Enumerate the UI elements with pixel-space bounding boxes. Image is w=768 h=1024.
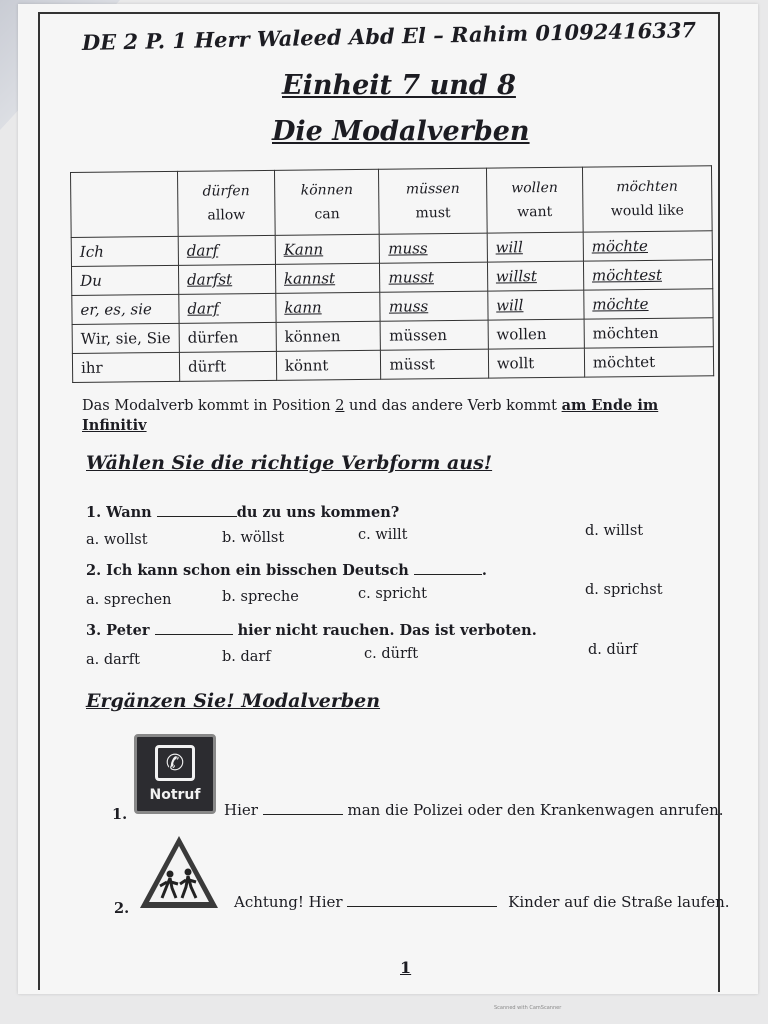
column-header: wollen want [486,167,583,233]
option-a[interactable]: a. sprechen [86,592,172,608]
verb-form-cell: kann [276,292,381,322]
column-header: dürfen allow [177,170,275,236]
handwritten-header: DE 2 P. 1 Herr Waleed Abd El – Rahim 01092416337 [81,17,697,55]
emergency-call-sign [134,734,216,814]
option-b[interactable]: b. wöllst [222,530,285,546]
item-number: 2. [114,900,130,917]
phone-icon: ✆ [155,745,195,781]
pronoun-cell: Wir, sie, Sie [72,323,179,353]
verb-form-cell: möchte [583,231,712,261]
question-3: 3. Peter hier nicht rauchen. Das ist verboten. [86,622,537,639]
column-header: können can [274,169,379,235]
pronoun-cell: ihr [72,352,179,382]
option-c[interactable]: c. willt [358,527,408,543]
question-2: 2. Ich kann schon ein bisschen Deutsch . [86,562,487,579]
word-order-rule: Das Modalverb kommt in Position 2 und das andere Verb kommt am Ende im Infinitiv [82,397,659,434]
pronoun-cell: er, es, sie [72,294,179,324]
modal-verbs-table [70,165,714,383]
option-a[interactable]: a. darft [86,652,140,668]
page-title: Einheit 7 und 8 [282,70,516,101]
answer-blank[interactable] [263,800,343,815]
section-title-exercise-1: Wählen Sie die richtige Verbform aus! [86,452,493,474]
verb-form-cell: können [276,321,381,351]
verb-form-cell: müssen [381,320,489,350]
fill-in-item-2: Achtung! Hier Kinder auf die Straße laufen. [234,893,730,911]
option-b[interactable]: b. darf [222,649,271,665]
column-header: möchten would like [582,166,712,232]
option-d[interactable]: d. willst [585,523,644,539]
table-corner-cell [71,171,179,237]
table-row [72,347,713,383]
sign-label: Notruf [149,787,201,803]
verb-form-cell: kannst [275,263,380,293]
item-number: 1. [112,806,128,823]
question-1: 1. Wann du zu uns kommen? [86,504,400,521]
page-subtitle: Die Modalverben [272,116,530,147]
answer-blank[interactable] [155,620,233,635]
answer-blank[interactable] [157,502,237,517]
verb-form-cell: muss [380,291,488,321]
verb-form-cell: möchten [584,318,713,348]
verb-form-cell: könnt [276,350,381,380]
answer-blank[interactable] [347,892,497,907]
pronoun-cell: Ich [71,236,178,266]
verb-form-cell: dürfen [179,322,276,352]
verb-form-cell: Kann [275,234,380,264]
table-header-row [71,166,713,238]
option-c[interactable]: c. spricht [358,586,427,602]
scanner-watermark: Scanned with CamScanner [494,1005,562,1011]
verb-form-cell: darfst [178,264,275,294]
page-border-left [38,12,40,990]
verb-form-cell: möchtest [583,260,712,290]
option-c[interactable]: c. dürft [364,646,419,662]
option-b[interactable]: b. spreche [222,589,299,605]
verb-form-cell: wollt [488,348,584,378]
option-d[interactable]: d. dürf [588,642,638,658]
option-d[interactable]: d. sprichst [585,582,663,598]
verb-form-cell: möchte [584,289,713,319]
verb-form-cell: will [488,290,584,320]
column-header: müssen must [379,168,487,234]
verb-form-cell: willst [487,261,583,291]
verb-form-cell: wollen [488,319,584,349]
option-a[interactable]: a. wollst [86,532,148,548]
verb-form-cell: darf [179,293,276,323]
children-crossing-sign-icon [136,832,222,912]
section-title-exercise-2: Ergänzen Sie! Modalverben [86,690,381,712]
verb-form-cell: möchtet [584,347,713,377]
verb-form-cell: musst [380,262,488,292]
verb-form-cell: darf [178,235,275,265]
verb-form-cell: dürft [179,351,276,381]
answer-blank[interactable] [414,560,482,575]
verb-form-cell: müsst [381,349,489,379]
page-number: 1 [400,958,412,977]
verb-form-cell: will [487,232,583,262]
fill-in-item-1: Hier man die Polizei oder den Krankenwagen anrufen. [224,801,724,819]
pronoun-cell: Du [71,265,178,295]
verb-form-cell: muss [380,233,488,263]
